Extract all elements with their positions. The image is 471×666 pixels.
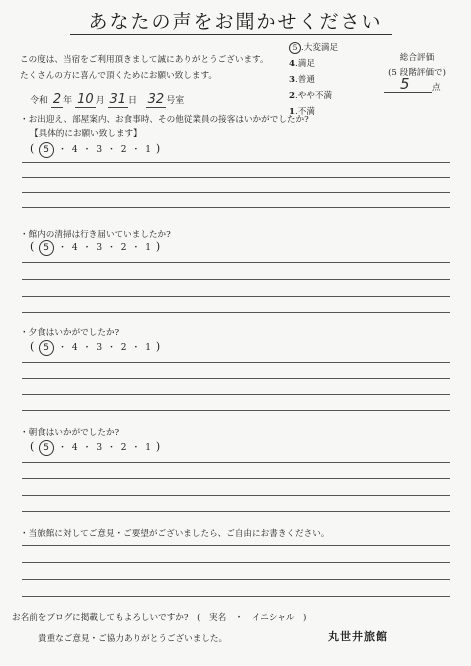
scale-label: 普通 — [297, 75, 315, 85]
page-title: あなたの声をお聞かせください — [88, 11, 383, 33]
overall-score: 5 — [400, 75, 410, 93]
write-line[interactable] — [22, 596, 450, 597]
write-line[interactable] — [22, 312, 450, 313]
overall-sublabel: (5 段階評価で) — [388, 68, 446, 78]
month-value[interactable]: 10 — [77, 92, 94, 107]
inn-name: 丸世井旅館 — [328, 630, 388, 643]
rating-breakfast[interactable]: ( 5 ・ 4 ・ 3 ・ 2 ・ 1 ) — [30, 440, 161, 456]
rating-cleaning[interactable]: ( 5 ・ 4 ・ 3 ・ 2 ・ 1 ) — [30, 240, 161, 256]
question-cleaning: ・館内の清掃は行き届いていましたか? — [20, 230, 171, 240]
write-line[interactable] — [22, 378, 450, 379]
scale-item-2: 2.やや不満 — [289, 91, 333, 101]
year-value[interactable]: 2 — [52, 92, 62, 107]
thanks-message: 貴重なご意見・ご協力ありがとうございました。 — [38, 634, 228, 644]
month-unit: 月 — [95, 96, 105, 106]
scale-num: 5 — [289, 42, 301, 54]
scale-item-4: 4.満足 — [289, 59, 315, 69]
write-line[interactable] — [22, 579, 450, 580]
write-line[interactable] — [22, 545, 450, 546]
day-value[interactable]: 31 — [109, 92, 127, 107]
write-line[interactable] — [22, 296, 450, 297]
intro-line-2: たくさんの方に喜んで頂くためにお願い致します。 — [20, 71, 217, 81]
write-line[interactable] — [22, 177, 450, 178]
write-line[interactable] — [22, 562, 450, 563]
era: 令和 — [30, 96, 49, 106]
rating-scale-legend — [289, 40, 338, 120]
date-room-line — [30, 92, 184, 107]
room-value[interactable]: 32 — [147, 92, 165, 107]
intro-text — [20, 52, 269, 84]
scale-item-5: 5 .大変満足 — [289, 40, 338, 56]
scale-item-3: 3.普通 — [289, 75, 315, 85]
scale-num: 2 — [289, 91, 295, 101]
write-line[interactable] — [22, 279, 450, 280]
write-line[interactable] — [22, 410, 450, 411]
rating-service[interactable]: ( 5 ・ 4 ・ 3 ・ 2 ・ 1 ) — [30, 142, 161, 158]
scale-item-1: 1.不満 — [289, 107, 315, 117]
write-line[interactable] — [22, 495, 450, 496]
write-line[interactable] — [22, 362, 450, 363]
scale-label: 不満 — [297, 107, 315, 117]
question-comments: ・当旅館に対してご意見・ご要望がございましたら、ご自由にお書きください。 — [20, 529, 330, 539]
write-line[interactable] — [22, 462, 450, 463]
scale-label: 大変満足 — [303, 43, 339, 53]
title-underline — [70, 34, 392, 35]
write-line[interactable] — [22, 511, 450, 512]
selected-rating[interactable]: 5 — [39, 440, 54, 456]
question-breakfast: ・朝食はいかがでしたか? — [20, 428, 120, 438]
question-dinner: ・夕食はいかがでしたか? — [20, 328, 120, 338]
scale-num: 1 — [289, 107, 295, 117]
rating-options: ・ 4 ・ 3 ・ 2 ・ 1 — [58, 243, 152, 253]
rating-dinner[interactable]: ( 5 ・ 4 ・ 3 ・ 2 ・ 1 ) — [30, 340, 161, 356]
scale-label: 満足 — [297, 59, 315, 69]
write-line[interactable] — [22, 394, 450, 395]
selected-rating[interactable]: 5 — [39, 240, 54, 256]
overall-rating — [372, 51, 462, 81]
overall-label: 総合評価 — [399, 53, 435, 63]
write-line[interactable] — [22, 478, 450, 479]
blog-permission-question[interactable]: お名前をブログに掲載してもよろしいですか? ( 実名 ・ イニシャル ) — [12, 613, 307, 623]
scale-num: 3 — [289, 75, 295, 85]
year-unit: 年 — [63, 96, 73, 106]
selected-rating[interactable]: 5 — [39, 142, 54, 158]
score-underline — [384, 92, 432, 93]
write-line[interactable] — [22, 262, 450, 263]
question-service: ・お出迎え、部屋案内、お食事時、その他従業員の接客はいかがでしたか? — [20, 115, 309, 125]
intro-line-1: この度は、当宿をご利用頂きまして誠にありがとうございます。 — [20, 55, 269, 65]
scale-label: やや不満 — [297, 91, 333, 101]
rating-options: ・ 4 ・ 3 ・ 2 ・ 1 — [58, 145, 152, 155]
day-unit: 日 — [128, 96, 138, 106]
write-line[interactable] — [22, 192, 450, 193]
score-unit: 点 — [432, 83, 441, 93]
rating-options: ・ 4 ・ 3 ・ 2 ・ 1 — [58, 343, 152, 353]
write-line[interactable] — [22, 207, 450, 208]
rating-options: ・ 4 ・ 3 ・ 2 ・ 1 — [58, 443, 152, 453]
write-line[interactable] — [22, 162, 450, 163]
question-service-sub: 【具体的にお願い致します】 — [30, 129, 142, 139]
selected-rating[interactable]: 5 — [39, 340, 54, 356]
scale-num: 4 — [289, 59, 295, 69]
room-unit: 号室 — [166, 96, 185, 106]
